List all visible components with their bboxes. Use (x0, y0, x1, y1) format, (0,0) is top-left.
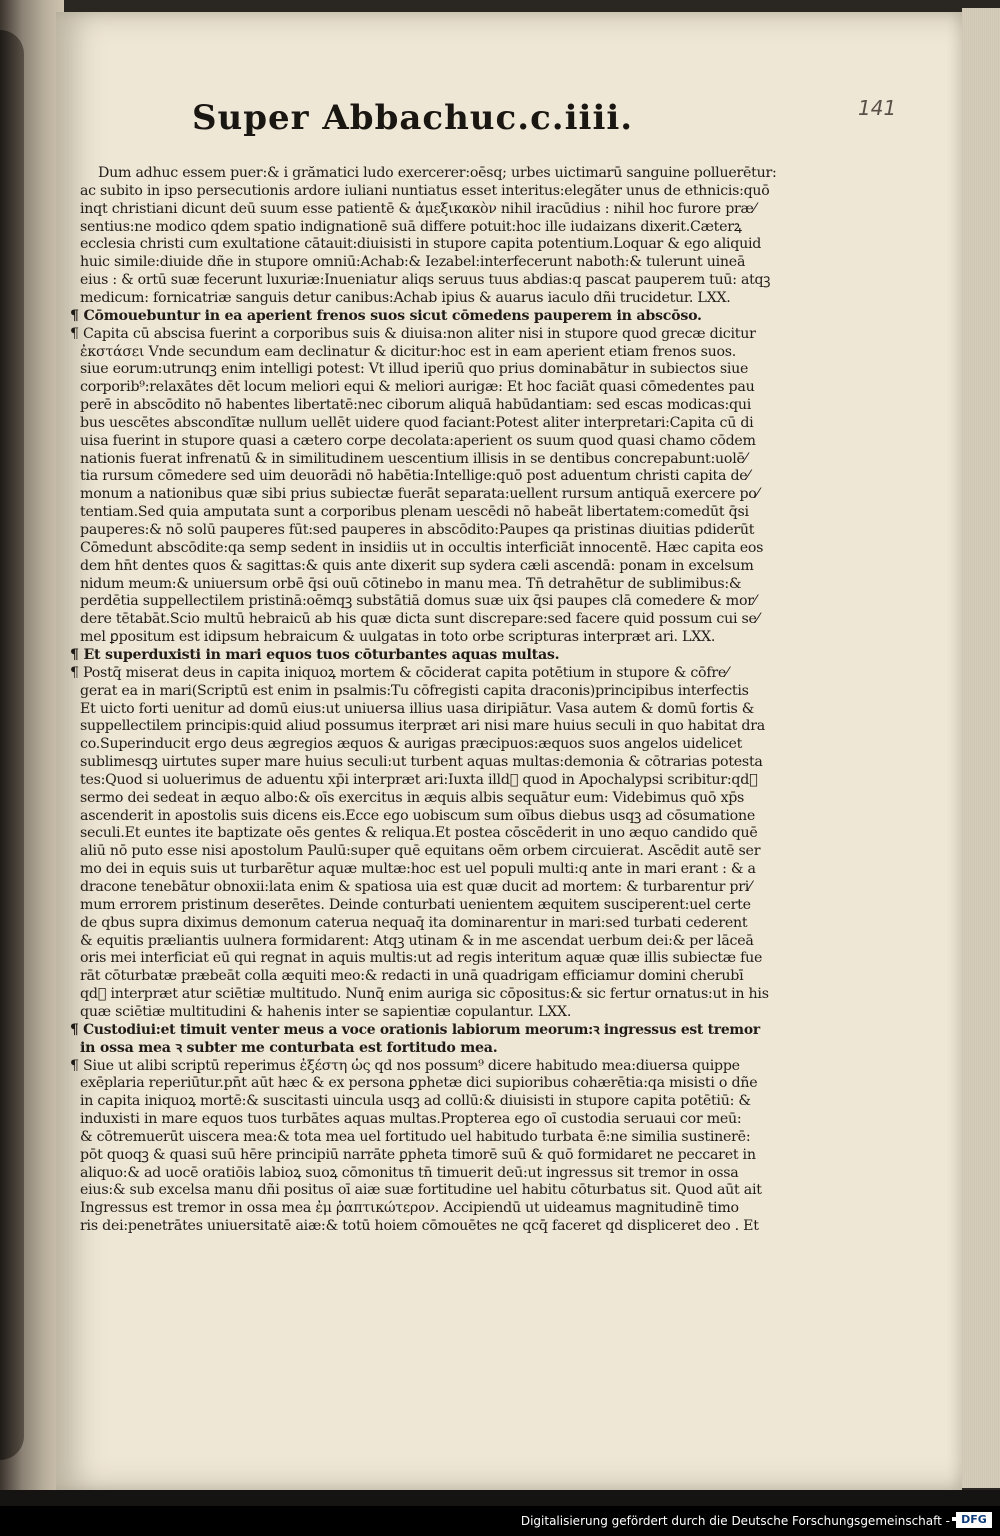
text-line: de qbus supra diximus demonum caterua nequaq̄ ita dominarentur in mari:sed turbati cederent (80, 914, 748, 931)
text-line: pauperes:& nō solū pauperes fūt:sed pauperes in abscōdito:Paupes qa pristinas diuitias pdiderūt (80, 522, 755, 538)
text-line: Et uicto forti uenitur ad domū eius:ut uniuersa illius uasa diripiātur. Vasa autem & domū fortis & (80, 700, 755, 717)
text-line: ἐκστάσει Vnde secundum eam declinatur & dicitur:hoc est in eam aperient etiam frenos suos. (80, 343, 737, 360)
text-line: uisa fuerint in stupore quasi a cætero corpe decolata:aperient os suum quod quasi chamo cōdem (80, 432, 756, 449)
text-line: nidum meum:& uniuersum orbē q̄si ouū cōtinebo in manu mea. Tn̄ detrahētur de sublimibus:& (80, 575, 742, 592)
text-line: Dum adhuc essem puer:& i grămatici ludo exercerer:oēsq; urbes uictimarū sanguine polluerētur: (98, 165, 777, 181)
text-line: gerat ea in mari(Scriptū est enim in psalmis:Tu cōfregisti capita draconis)principibus interfectis (80, 682, 749, 699)
text-line: huic simile:diuide dñe in stupore omniū:Achab:& Iezabel:interfecerunt naboth:& tulerunt uineā (80, 254, 746, 271)
text-line: & equitis præliantis uulnera formidarent: Atqꝫ utinam & in me ascendat uerbum dei:& per lāceā (80, 932, 754, 949)
text-line: sentius:ne modico qdem spatio indignationē suā differe potuit:hoc ille iudaizans dixerit.Cæterꝝ (80, 218, 742, 235)
text-line: bus uescētes abscondītæ nullum uellēt uidere quod faciant:Potest aliter interpretari:Capita cū di (80, 414, 754, 431)
text-line: ¶ Siue ut alibi scriptū reperimus ἐξέστη ὡς qd nos possum⁹ dicere habitudo mea:diuersa quippe (70, 1057, 740, 1074)
text-line: & cōtremuerūt uiscera mea:& tota mea uel fortitudo uel habitudo turbata ē:ne similia sustinerē: (80, 1128, 751, 1145)
text-line: ac subito in ipso persecutionis ardore iuliani nuntiatus esset interitus:elegăter unus de ethnicis:quō (80, 182, 770, 199)
text-line: eius : & ortū suæ fecerunt luxuriæ:Inueniatur aliqs seruus tuus abdias:q pascat pauperem tuū: atqꝫ (80, 272, 771, 289)
text-line: dem hn̄t dentes quos & sagittas:& quis ante dixerit sup sydera cæli ascendā: ponam in excelsum (80, 557, 754, 574)
text-line: tes:Quod si uoluerimus de aduentu xp̄i interpræt ari:Iuxta illd᷑ quod in Apochalypsi scribitur:qd᷑ (80, 771, 758, 788)
text-line: mel ꝑpositum est idipsum hebraicum & uulgatas in toto orbe scripturas interpræt ari. LXX. (80, 629, 716, 646)
text-line: sermo dei sedeat in æquo albo:& oīs exercitus in æquis albis sequātur eum: Videbimus quō xp̄s (80, 789, 745, 806)
running-title: Super Abbachuc.c.iiii. (192, 98, 634, 138)
text-line: aliquo:& ad uocē oratiōis labioꝝ suoꝝ cōmonitus tn̄ timuerit deū:ut ingressus sit tremor in ossa (80, 1164, 739, 1181)
text-line: corporib⁹:relaxātes dēt locum meliori equi & meliori aurigæ: Et hoc faciāt quasi cōmedentes pau (80, 379, 755, 396)
text-line: seculi.Et euntes ite baptizate oēs gentes & reliqua.Et postea cōscēderit in uno æquo candido quē (80, 825, 758, 842)
text-column (70, 164, 777, 1244)
text-line: dracone tenebātur obnoxii:lata enim & spatiosa uia est quæ ducit ad mortem: & turbarentur pri⁄ (80, 879, 752, 895)
text-line: tentiam.Sed quia amputata sunt a corporibus plenam uescēdi nō habeāt libertatem:comedūt q̄si (80, 504, 749, 521)
text-line: ¶ Postq̄ miserat deus in capita iniquoꝝ mortem & cōciderat capita potētium in stupore & cōfre⁄ (70, 664, 729, 681)
text-line: Ingressus est tremor in ossa mea ἐμ ῥαπτικώτερον. Accipiendū ut uideamus magnitudinē timo (80, 1200, 739, 1217)
text-line: aliū nō puto esse nisi apostolum Paulū:super quē equitans oēm orbem circuierat. Ascēdit autē ser (80, 843, 761, 860)
text-line: siue eorum:utrunqꝫ enim intelligi potest: Vt illud iperiū quo prius dominabātur in subiectos siue (80, 361, 749, 378)
text-line: inqt christiani dicunt deū suum esse patientē & ἀμεξικακὸν nihil iracūdius : nihil hoc furore præ⁄ (80, 200, 756, 217)
text-line: nationis fuerat infrenatū & in similitudinem uescentium illisis in se dentibus concrepabunt:uolē⁄ (80, 450, 747, 467)
text-line: oris mei interficiat eū qui regnat in aquis multis:ut ad regis interitum aquæ quæ illis subiectæ fue (80, 950, 763, 967)
text-line: ecclesia christi cum exultatione cātauit:diuisisti in stupore capita potentium.Loquar & ego aliquid (80, 236, 762, 253)
text-line: pōt quoqꝫ & quasi suū hēre principiū narrāte ꝑpheta timorē suū & quō formidaret ne peccaret in (80, 1146, 756, 1163)
text-line: induxisti in mare equos tuos turbātes aquas multas.Propterea ego oī custodia seruaui cor meū: (80, 1111, 742, 1128)
funding-credit: Digitalisierung gefördert durch die Deutsche Forschungsgemeinschaft - (520, 1514, 950, 1528)
section-heading-line: ¶ Custodiui:et timuit venter meus a voce orationis labiorum meorum:ꝛ ingressus est tremor (70, 1021, 760, 1038)
text-line: quæ sciētiæ multitudini & hahenis inter se sapientiæ copulantur. LXX. (80, 1003, 572, 1020)
page-fore-edge (962, 8, 1000, 1488)
text-line: ascenderit in apostolis suis dicens eis.Ecce ego uobiscum sum oībus diebus usqꝫ ad cōsumatione (80, 807, 755, 824)
dfg-logo: DFG (956, 1512, 992, 1528)
text-line: in capita iniquoꝝ mortē:& suscitasti uincula usqꝫ ad collū:& diuisisti in stupore capita potētiū: & (80, 1093, 751, 1110)
text-line: mum errorem pristinum deserētes. Deinde conturbati uenientem æquitem susciperent:uel certe (80, 896, 751, 913)
text-line: rāt cōturbatæ præbeāt colla æquiti meo:& redacti in unā quadrigam efficiamur domini cherubī (80, 968, 744, 985)
text-line: suppellectilem principis:quid aliud possumus iterpræt ari nisi mare huius seculi in quo habitat dra (80, 718, 765, 735)
text-line: Cōmedunt abscōdite:qa semp sedent in insidiis ut in occultis interficiāt innocentē. Hæc capita eos (80, 539, 764, 556)
text-line: qd᷑ interpræt atur sciētiæ multitudo. Nunq̄ enim auriga sic cōpositus:& sic fertur ornatus:ut in his (80, 986, 769, 1003)
section-heading-line: ¶ Et superduxisti in mari equos tuos cōturbantes aquas multas. (70, 646, 560, 663)
text-line: eius:& sub excelsa manu dñi positus oī aiæ suæ fortitudine uel habitu cōturbatus sit. Quod aūt ait (80, 1182, 762, 1199)
text-line: monum a nationibus quæ sibi prius subiectæ fuerāt separata:uellent rursum antiquā exercere po⁄ (80, 486, 759, 503)
text-line: sublimesqꝫ uirtutes super mare huius seculi:ut turbent aquas multas:demonia & cōtrarias potesta (80, 754, 763, 771)
text-line: medicum: fornicatriæ sanguis detur canibus:Achab ipius & auarus iaculo dñi trucidetur. LXX. (80, 289, 731, 306)
folio-number: 141 (858, 96, 897, 120)
scan-bottom-edge (0, 1490, 1000, 1506)
text-line: co.Superinducit ergo deus ægregios æquos & aurigas præcipuos:æquos suos angelos uidelicet (80, 736, 743, 753)
binding-edge (0, 30, 24, 1460)
text-line: ris dei:penetrātes uniuersitatē aiæ:& totū hoiem cōmouētes ne qcq̄ faceret qd displiceret deo . Et (80, 1218, 759, 1235)
section-heading-line: in ossa mea ꝛ subter me conturbata est fortitudo mea. (80, 1039, 498, 1056)
text-line: dere tētabāt.Scio multū hebraicū ab his quæ dicta sunt discrepare:sed facere quid possum cui se⁄ (80, 611, 759, 628)
text-line: exēplaria reperiūtur.pn̄t aūt hæc & ex persona ꝑphetæ dici supioribus cohærētia:qa misisti o dñe (80, 1075, 758, 1092)
text-line: tia rursum cōmedere sed uim deuorādi nō habētia:Intellige:quō post aduentum christi capita de⁄ (80, 468, 750, 485)
text-line: ¶ Capita cū abscisa fuerint a corporibus suis & diuisa:non aliter nisi in stupore quod grecæ dicitur (70, 325, 756, 342)
text-line: perē in abscōdito nō habentes libertatē:nec ciborum aliquā habūdantiam: sed escas modicas:qui (80, 397, 752, 414)
digitization-footer (0, 1506, 1000, 1536)
text-line: mo dei in equis suis ut turbarētur aquæ multæ:hoc est uel populi multi:q ante in mari erant : & a (80, 861, 756, 878)
text-line: perdētia suppellectilem pristinā:oēmqꝫ substātiā domus suæ uix q̄si paupes clā comedere & mor⁄ (80, 593, 756, 610)
section-heading-line: ¶ Cōmouebuntur in ea aperient frenos suos sicut cōmedens pauperem in abscōso. (70, 307, 702, 324)
